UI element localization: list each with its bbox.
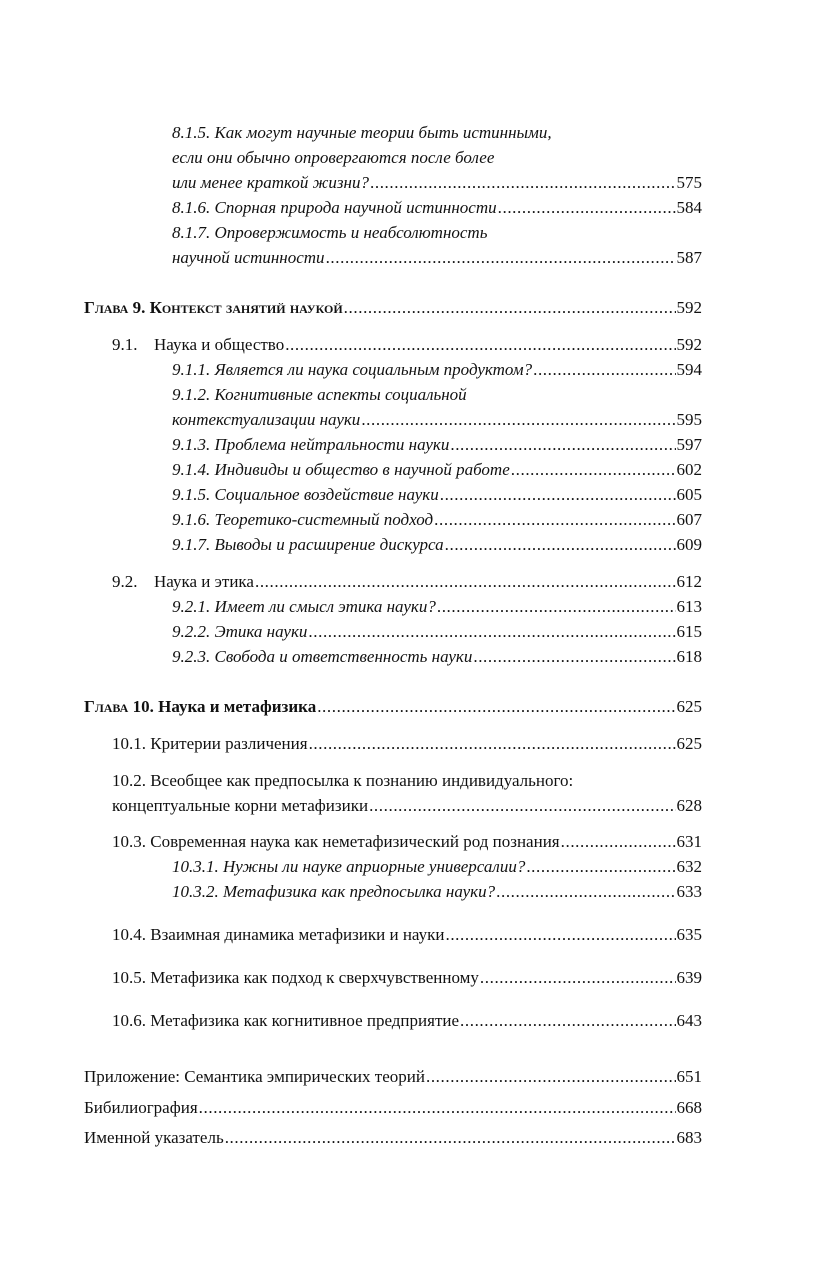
page-number: 592: [676, 335, 702, 354]
toc-entry-9-1-4: [172, 460, 702, 480]
toc-entry-10-5: [112, 968, 702, 988]
section-title: Наука и общество: [154, 335, 285, 354]
toc-entry-title: концептуальные корни метафизики: [112, 796, 369, 815]
leader-dots: [526, 857, 675, 877]
toc-entry-bibliography: [84, 1098, 702, 1118]
toc-entry-title: 9.1.7. Выводы и расширение дискурса: [172, 535, 444, 554]
leader-dots: [434, 510, 675, 530]
page-number: 628: [676, 796, 702, 815]
toc-entry-9-1-3: [172, 435, 702, 455]
leader-dots: [460, 1011, 675, 1031]
toc-entry-10-1: [112, 734, 702, 754]
toc-entry-title: 10.5. Метафизика как подход к сверхчувственному: [112, 968, 479, 987]
leader-dots: [511, 460, 676, 480]
toc-entry-9-1-6: [172, 510, 702, 530]
toc-entry-9-2: [112, 572, 702, 592]
toc-entry-title: научной истинности: [172, 248, 325, 267]
toc-entry-title: 10.6. Метафизика как когнитивное предприятие: [112, 1011, 460, 1030]
page-number: 612: [676, 572, 702, 591]
toc-10-2-line1: 10.2. Всеобщее как предпосылка к познанию индивидуального:: [112, 771, 574, 790]
toc-entry-title: 9.1.6. Теоретико-системный подход: [172, 510, 434, 529]
toc-entry-title: 9.1.1. Является ли наука социальным продуктом?: [172, 360, 533, 379]
section-number: 9.2.: [112, 572, 138, 591]
leader-dots: [473, 647, 675, 667]
page-number: 639: [676, 968, 702, 987]
section-title: Наука и этика: [154, 572, 254, 591]
chapter-name: Контекст занятий наукой: [149, 298, 343, 317]
leader-dots: [317, 697, 675, 717]
toc-entry-title: 9.1.4. Индивиды и общество в научной работе: [172, 460, 510, 479]
toc-entry-10-3: [112, 832, 702, 852]
page-number: 618: [676, 647, 702, 666]
page-number: 584: [676, 198, 702, 217]
leader-dots: [309, 734, 676, 754]
page-number: 605: [676, 485, 702, 504]
toc-entry-10-4: [112, 925, 702, 945]
leader-dots: [199, 1098, 676, 1118]
leader-dots: [445, 535, 676, 555]
page-number: 633: [676, 882, 702, 901]
toc-entry-title: 9.2.1. Имеет ли смысл этика науки?: [172, 597, 436, 616]
toc-8-1-5-line2: если они обычно опровергаются после более: [172, 148, 495, 167]
toc-9-1-2-line1: 9.1.2. Когнитивные аспекты социальной: [172, 385, 467, 404]
toc-entry-title: 10.4. Взаимная динамика метафизики и науки: [112, 925, 445, 944]
toc-entry-8-1-7: [172, 248, 702, 268]
toc-chapter-9: [84, 298, 702, 318]
toc-entry-9-1-5: [172, 485, 702, 505]
toc-chapter-10: [84, 697, 702, 717]
page-number: 625: [676, 734, 702, 753]
leader-dots: [498, 198, 676, 218]
toc-entry-title: Бибилиография: [84, 1098, 198, 1117]
toc-entry-10-3-1: [172, 857, 702, 877]
toc-entry-title: 10.3.1. Нужны ли науке априорные универсалии?: [172, 857, 526, 876]
toc-entry-title: 9.2.3. Свобода и ответственность науки: [172, 647, 473, 666]
leader-dots: [440, 485, 676, 505]
leader-dots: [445, 925, 675, 945]
leader-dots: [225, 1128, 676, 1148]
leader-dots: [344, 298, 676, 318]
page-number: 625: [676, 697, 702, 716]
toc-entry-title: 9.1.3. Проблема нейтральности науки: [172, 435, 450, 454]
leader-dots: [255, 572, 676, 592]
chapter-name: 10. Наука и метафизика: [132, 697, 317, 716]
page-number: 631: [676, 832, 702, 851]
toc-entry-title: или менее краткой жизни?: [172, 173, 369, 192]
toc-entry-title: 10.1. Критерии различения: [112, 734, 308, 753]
toc-entry-10-3-2: [172, 882, 702, 902]
chapter-title: [84, 697, 316, 717]
toc-entry-title: 9.1.5. Социальное воздействие науки: [172, 485, 439, 504]
toc-entry-title: 8.1.6. Спорная природа научной истинности: [172, 198, 497, 217]
leader-dots: [561, 832, 676, 852]
leader-dots: [285, 335, 675, 355]
toc-entry-title: [112, 572, 254, 592]
toc-entry-title: Именной указатель: [84, 1128, 224, 1147]
toc-entry-title: Приложение: Семантика эмпирических теорий: [84, 1067, 425, 1086]
toc-entry-title: контекстуализации науки: [172, 410, 361, 429]
leader-dots: [326, 248, 676, 268]
page-number: 613: [676, 597, 702, 616]
toc-8-1-7-line1: 8.1.7. Опровержимость и неабсолютность: [172, 223, 488, 242]
leader-dots: [308, 622, 675, 642]
toc-entry-8-1-5: [172, 173, 702, 193]
leader-dots: [361, 410, 675, 430]
page-number: 587: [676, 248, 702, 267]
toc-entry-9-2-3: [172, 647, 702, 667]
page-number: 643: [676, 1011, 702, 1030]
page-number: 615: [676, 622, 702, 641]
page-number: 609: [676, 535, 702, 554]
toc-entry-9-1-2: [172, 410, 702, 430]
toc-entry-9-2-2: [172, 622, 702, 642]
toc-8-1-5-line1: 8.1.5. Как могут научные теории быть истинными,: [172, 123, 552, 142]
chapter-prefix: Глава: [84, 697, 129, 716]
page-number: 683: [676, 1128, 702, 1147]
page-number: 635: [676, 925, 702, 944]
page-number: 594: [676, 360, 702, 379]
page-number: 575: [676, 173, 702, 192]
toc-entry-9-1-1: [172, 360, 702, 380]
leader-dots: [480, 968, 676, 988]
toc-entry-9-1: [112, 335, 702, 355]
toc-entry-9-1-7: [172, 535, 702, 555]
page-number: 602: [676, 460, 702, 479]
leader-dots: [426, 1067, 676, 1087]
toc-entry-title: 10.3.2. Метафизика как предпосылка науки?: [172, 882, 496, 901]
toc-entry-title: 10.3. Современная наука как неметафизический род познания: [112, 832, 560, 851]
toc-entry-9-2-1: [172, 597, 702, 617]
leader-dots: [533, 360, 675, 380]
page-number: 668: [676, 1098, 702, 1117]
toc-entry-10-6: [112, 1011, 702, 1031]
chapter-prefix: Глава 9.: [84, 298, 146, 317]
toc-entry-appendix: [84, 1067, 702, 1087]
page-number: 595: [676, 410, 702, 429]
toc-entry-8-1-6: [172, 198, 702, 218]
leader-dots: [370, 173, 676, 193]
toc-entry-name-index: [84, 1128, 702, 1148]
toc-entry-10-2: [112, 796, 702, 816]
page-number: 597: [676, 435, 702, 454]
page-number: 651: [676, 1067, 702, 1086]
page-number: 607: [676, 510, 702, 529]
page-number: 632: [676, 857, 702, 876]
leader-dots: [496, 882, 675, 902]
leader-dots: [369, 796, 675, 816]
leader-dots: [437, 597, 676, 617]
chapter-title: [84, 298, 343, 318]
toc-entry-title: [112, 335, 284, 355]
leader-dots: [450, 435, 675, 455]
section-number: 9.1.: [112, 335, 138, 354]
page-number: 592: [676, 298, 702, 317]
toc-entry-title: 9.2.2. Этика науки: [172, 622, 308, 641]
